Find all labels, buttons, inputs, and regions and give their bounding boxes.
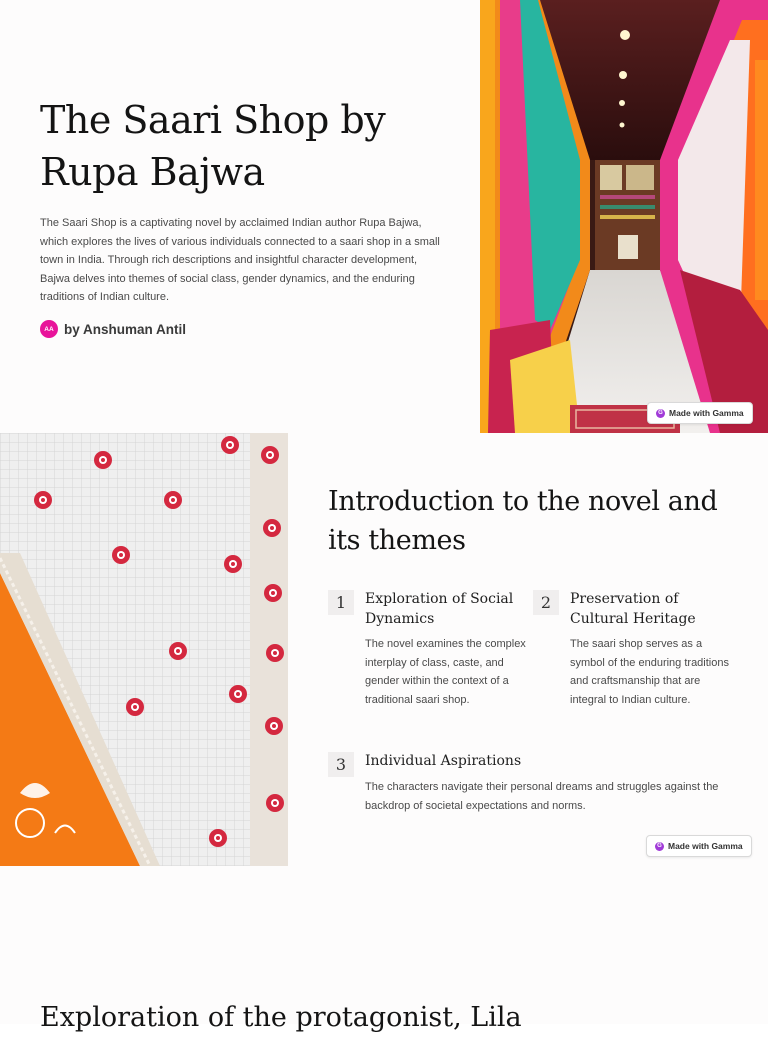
page-title: The Saari Shop by Rupa Bajwa [40,98,386,194]
badge-label: Made with Gamma [668,841,743,851]
theme-item-3 [328,752,728,812]
theme-number: 1 [328,590,354,615]
saari-shop-photo [480,0,768,433]
made-with-gamma-badge[interactable] [646,835,752,857]
theme-text: The novel examines the complex interplay of class, caste, and gender within the context of a traditional saari shop. [365,638,526,706]
theme-title: Exploration of Social Dynamics [365,591,514,627]
theme-title: Individual Aspirations [365,753,522,769]
theme-item-1 [328,590,528,730]
protagonist-section-title: Exploration of the protagonist, Lila [40,1002,522,1033]
section-title: Introduction to the novel and its themes [328,486,718,556]
gamma-logo-icon: G [656,409,665,418]
saree-fabric-photo [0,433,288,866]
gamma-logo-icon: G [655,842,664,851]
theme-number: 2 [533,590,559,615]
author-name: by Anshuman Antil [64,321,187,337]
theme-item-2 [533,590,733,730]
theme-text: The saari shop serves as a symbol of the enduring traditions and craftsmanship that are integral to Indian culture. [570,638,729,706]
intro-description: The Saari Shop is a captivating novel by acclaimed Indian author Rupa Bajwa, which explores the lives of various individuals connected to a saari shop in a small town in India. Through rich descriptions and insightful character development, Bajwa delves into themes of social class, gender dynamics, and the enduring traditions of Indian culture. [40,217,440,303]
theme-title: Preservation of Cultural Heritage [570,591,696,627]
avatar: AA [40,320,58,338]
badge-label: Made with Gamma [669,408,744,418]
slide-title [0,0,768,433]
theme-text: The characters navigate their personal dreams and struggles against the backdrop of societal expectations and norms. [365,781,719,812]
theme-number: 3 [328,752,354,777]
author-byline [40,320,186,338]
made-with-gamma-badge[interactable] [647,402,753,424]
